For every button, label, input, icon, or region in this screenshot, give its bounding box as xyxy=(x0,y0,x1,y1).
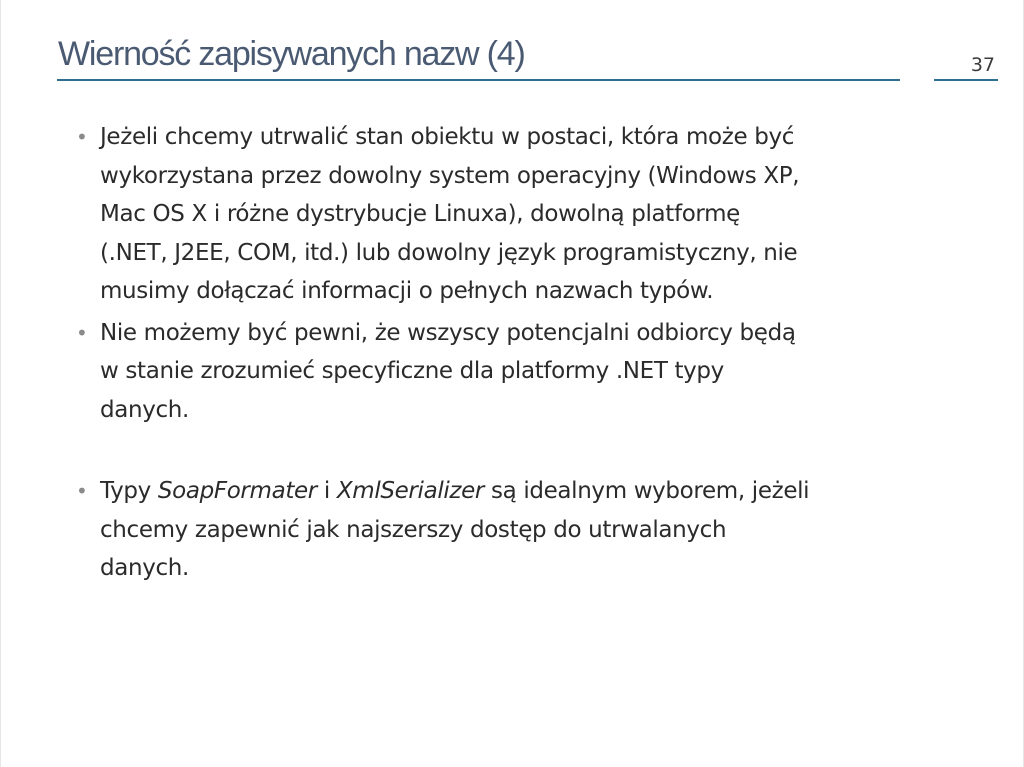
bullet-line: (.NET, J2EE, COM, itd.) lub dowolny język programistyczny, nie xyxy=(100,239,798,266)
slide-number: 37 xyxy=(970,54,995,76)
bullet-item xyxy=(76,118,936,311)
bullet-marker: • xyxy=(76,125,88,149)
bullet-marker: • xyxy=(76,479,88,503)
bullet-item xyxy=(76,472,936,588)
bullet-line: chcemy zapewnić jak najszerszy dostęp do utrwalanych xyxy=(100,516,727,543)
bullet-line: danych. xyxy=(100,555,189,581)
bullet-line xyxy=(100,472,936,511)
slide-title: Wierność zapisywanych nazw (4) xyxy=(58,35,525,73)
bullet-line: wykorzystana przez dowolny system operacyjny (Windows XP, xyxy=(100,162,800,189)
type-name-soapformater: SoapFormater xyxy=(157,478,317,504)
bullet-line: danych. xyxy=(100,396,189,423)
bullet-marker: • xyxy=(76,320,88,345)
text-run: i xyxy=(316,478,337,504)
bullet-list xyxy=(76,118,936,588)
text-run: Typy xyxy=(100,478,158,504)
bullet-line: w stanie zrozumieć specyficzne dla platformy .NET typy xyxy=(100,358,724,384)
bullet-line: musimy dołączać informacji o pełnych nazwach typów. xyxy=(100,278,714,304)
bullet-line: Nie możemy być pewni, że wszyscy potencjalni odbiorcy będą xyxy=(100,319,796,346)
slide-number-underline xyxy=(934,79,998,81)
bullet-item xyxy=(76,314,936,430)
text-run: są idealnym wyborem, jeżeli xyxy=(484,478,810,504)
title-underline xyxy=(57,79,900,81)
type-name-xmlserializer: XmlSerializer xyxy=(336,478,485,504)
bullet-line: Jeżeli chcemy utrwalić stan obiektu w postaci, która może być xyxy=(100,124,795,150)
bullet-line: Mac OS X i różne dystrybucje Linuxa), dowolną platformę xyxy=(100,201,740,227)
